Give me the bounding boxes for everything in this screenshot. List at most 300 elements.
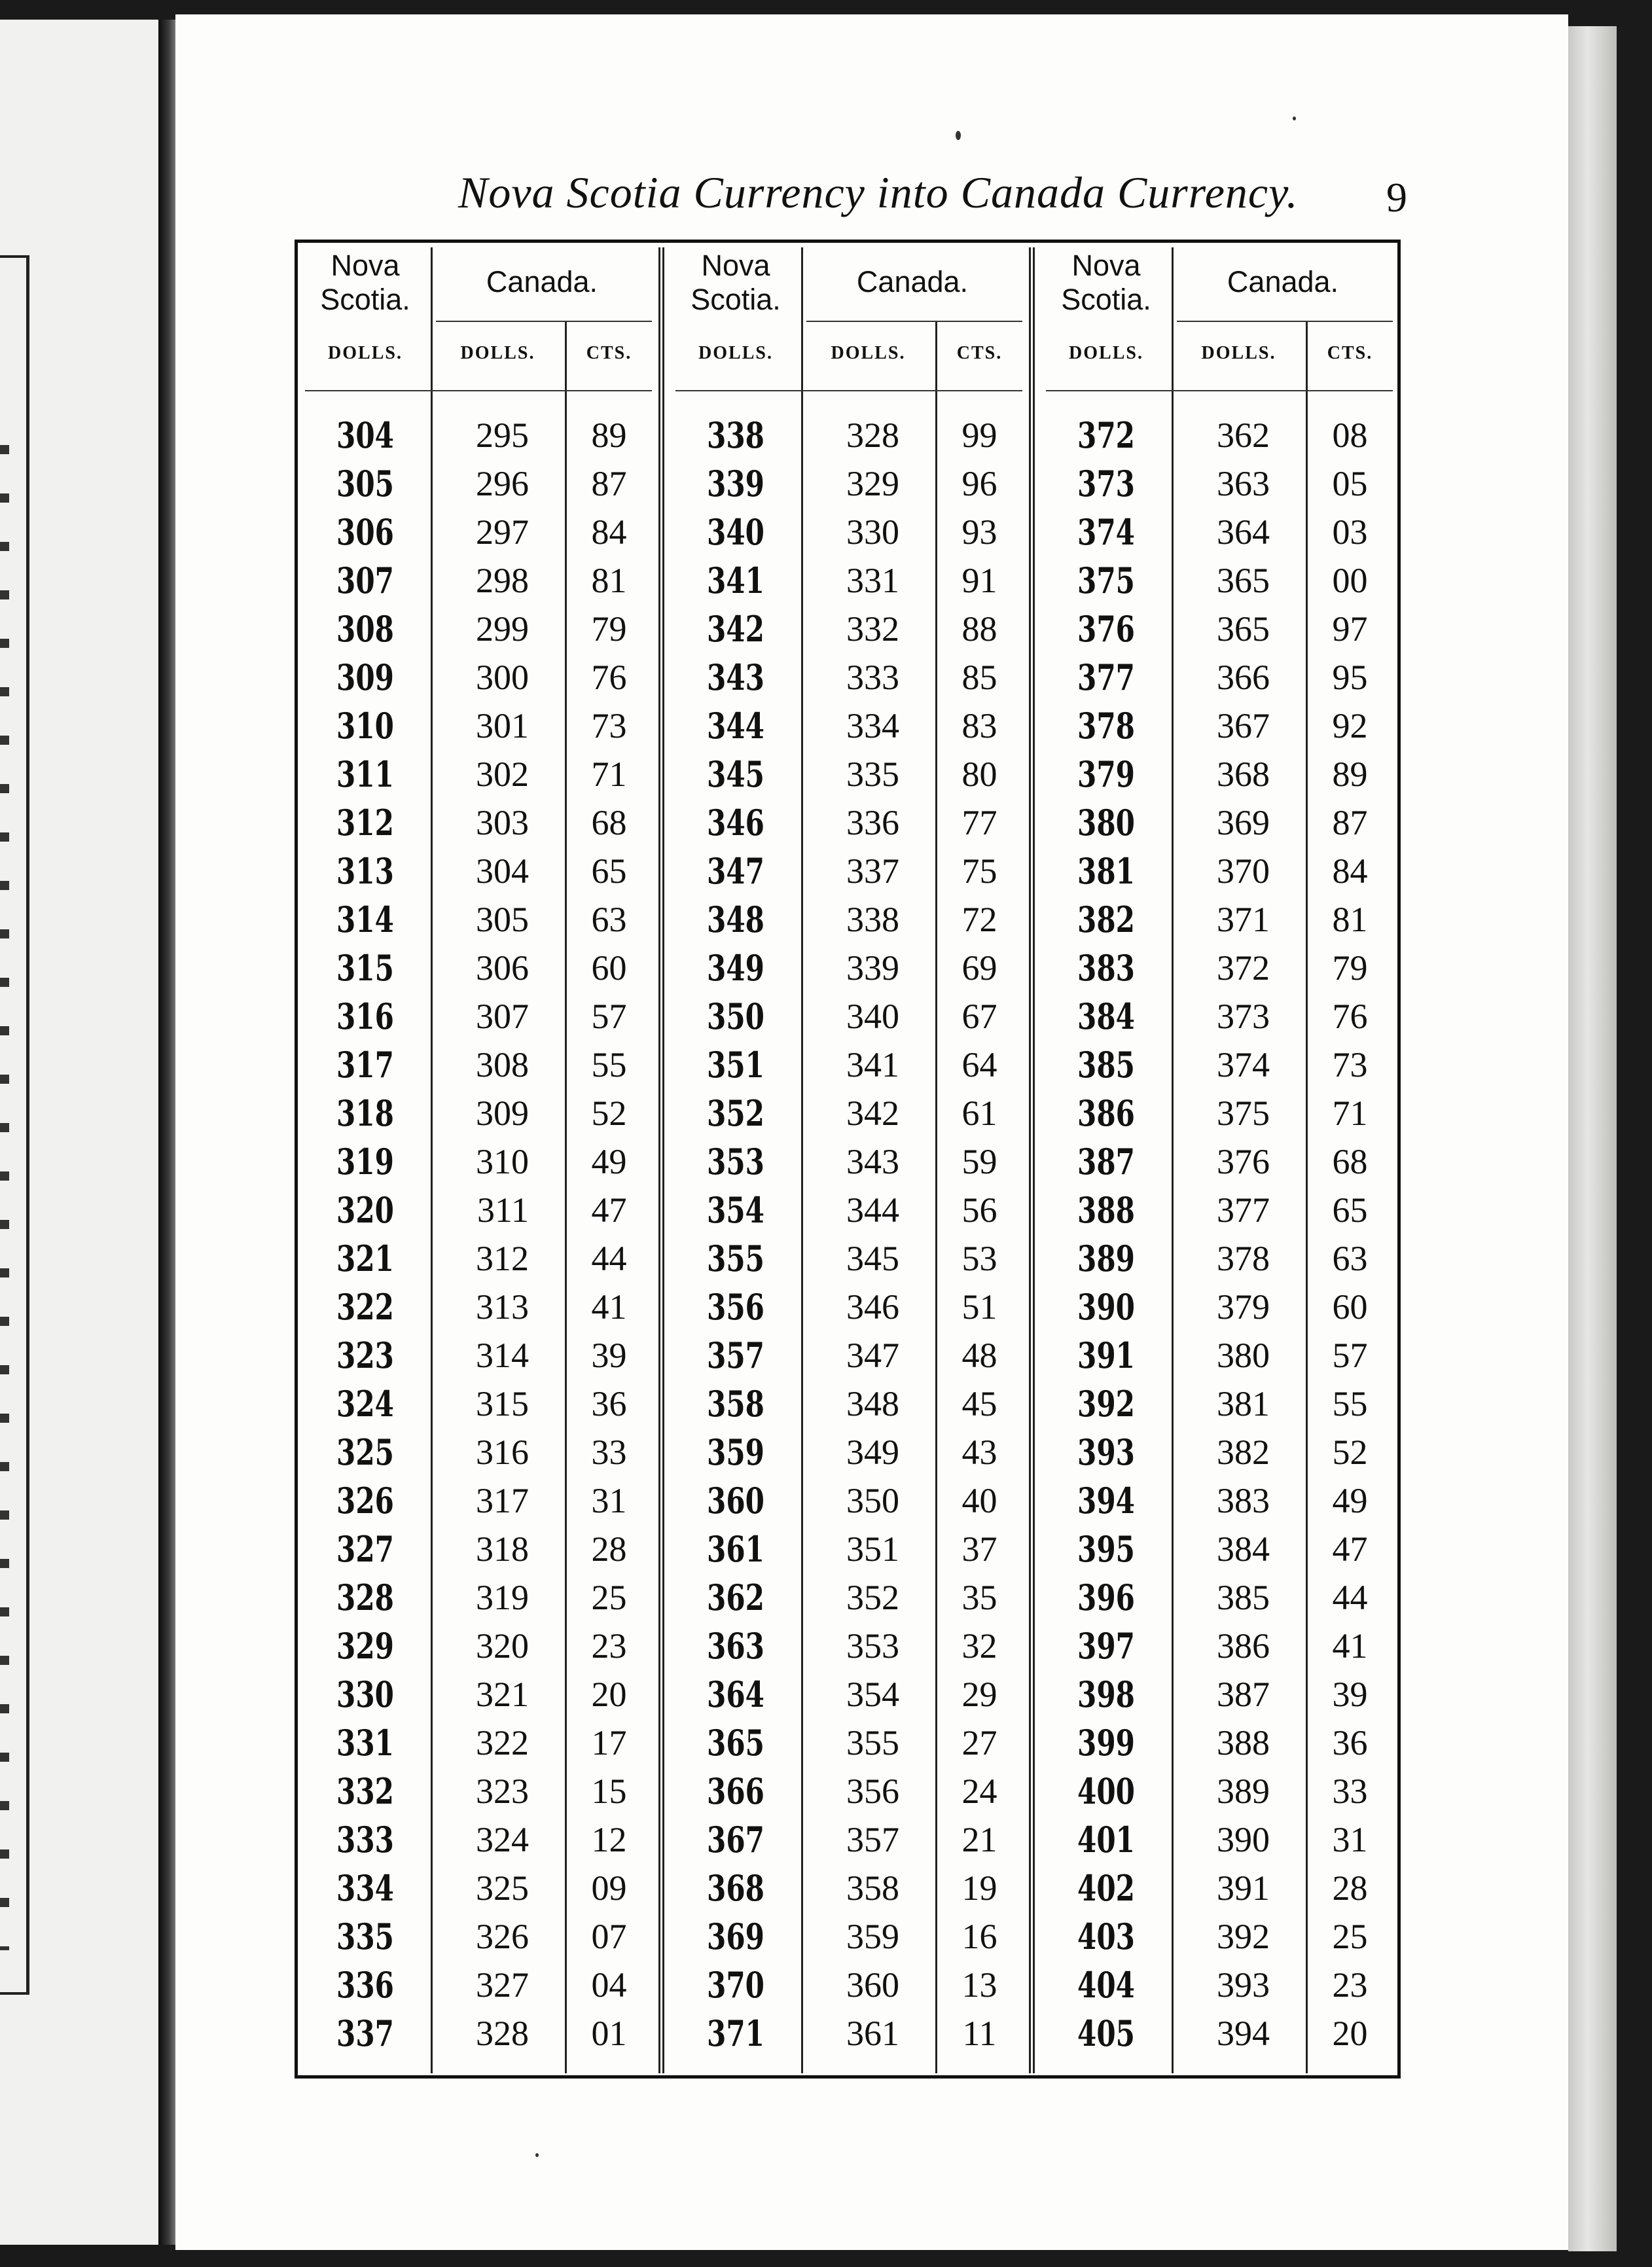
- canada-cents: 32: [961, 1626, 997, 1666]
- canada-cents: 04: [591, 1965, 627, 2005]
- canada-cents: 28: [1332, 1868, 1368, 1908]
- nova-scotia-amount: 338: [707, 414, 764, 456]
- canada-cents: 39: [591, 1336, 627, 1375]
- canada-dollars: 337: [846, 851, 899, 891]
- nova-scotia-amount: 337: [336, 2012, 394, 2054]
- nova-scotia-amount: 381: [1077, 850, 1135, 892]
- canada-cents: 44: [1332, 1578, 1368, 1617]
- canada-cents: 13: [961, 1965, 997, 2005]
- nova-scotia-amount: 389: [1077, 1238, 1135, 1279]
- nova-scotia-amount: 330: [336, 1673, 394, 1715]
- nova-scotia-amount: 324: [336, 1383, 394, 1425]
- nova-scotia-amount: 352: [707, 1092, 764, 1134]
- nova-scotia-amount: 374: [1077, 511, 1135, 553]
- nova-scotia-amount: 332: [336, 1770, 394, 1812]
- nova-scotia-amount: 335: [336, 1916, 394, 1957]
- canada-cents: 81: [591, 561, 627, 600]
- canada-dollars: 353: [846, 1626, 899, 1666]
- canada-cents: 64: [961, 1045, 997, 1084]
- canada-dollars: 390: [1217, 1820, 1270, 1859]
- canada-dollars: 363: [1217, 464, 1270, 503]
- canada-cents: 59: [961, 1142, 997, 1181]
- canada-dollars: 370: [1217, 851, 1270, 891]
- nova-scotia-amount: 339: [707, 463, 764, 505]
- canada-cents: 56: [961, 1190, 997, 1230]
- canada-cents: 52: [591, 1094, 627, 1133]
- nova-scotia-amount: 358: [707, 1383, 764, 1425]
- unit-heading: DOLLS.: [328, 343, 403, 363]
- nova-scotia-amount: 344: [707, 705, 764, 747]
- canada-cents: 24: [961, 1772, 997, 1811]
- canada-dollars: 389: [1217, 1772, 1270, 1811]
- nova-scotia-amount: 401: [1077, 1819, 1135, 1861]
- canada-dollars: 300: [476, 658, 529, 697]
- page-edge: [1568, 26, 1617, 2251]
- canada-dollars: 329: [846, 464, 899, 503]
- nova-scotia-amount: 368: [707, 1867, 764, 1909]
- canada-cents: 07: [591, 1917, 627, 1956]
- canada-dollars: 365: [1217, 609, 1270, 649]
- nova-scotia-amount: 340: [707, 511, 764, 553]
- canada-dollars: 331: [846, 561, 899, 600]
- canada-dollars: 335: [846, 755, 899, 794]
- nova-scotia-amount: 308: [336, 608, 394, 650]
- nova-scotia-amount: 307: [336, 560, 394, 601]
- nova-scotia-amount: 387: [1077, 1141, 1135, 1183]
- print-speck: [535, 2153, 539, 2157]
- canada-dollars: 373: [1217, 997, 1270, 1036]
- nova-scotia-amount: 397: [1077, 1625, 1135, 1667]
- canada-dollars: 313: [476, 1287, 529, 1327]
- nova-scotia-amount: 320: [336, 1189, 394, 1231]
- nova-scotia-amount: 336: [336, 1964, 394, 2006]
- canada-dollars: 302: [476, 755, 529, 794]
- nova-scotia-amount: 326: [336, 1480, 394, 1522]
- canada-dollars: 325: [476, 1868, 529, 1908]
- canada-cents: 36: [1332, 1723, 1368, 1762]
- canada-cents: 84: [1332, 851, 1368, 891]
- nova-scotia-amount: 395: [1077, 1528, 1135, 1570]
- nova-scotia-amount: 328: [336, 1577, 394, 1618]
- nova-scotia-amount: 394: [1077, 1480, 1135, 1522]
- canada-dollars: 310: [476, 1142, 529, 1181]
- nova-scotia-heading: Nova Scotia.: [320, 249, 410, 316]
- canada-dollars: 358: [846, 1868, 899, 1908]
- nova-scotia-amount: 365: [707, 1722, 764, 1764]
- canada-cents: 81: [1332, 900, 1368, 939]
- canada-dollars: 346: [846, 1287, 899, 1327]
- canada-dollars: 315: [476, 1384, 529, 1423]
- nova-scotia-amount: 404: [1077, 1964, 1135, 2006]
- canada-cents: 60: [591, 948, 627, 988]
- canada-cents: 65: [1332, 1190, 1368, 1230]
- canada-cents: 25: [1332, 1917, 1368, 1956]
- nova-scotia-amount: 309: [336, 656, 394, 698]
- canada-dollars: 351: [846, 1529, 899, 1569]
- canada-cents: 29: [961, 1675, 997, 1714]
- canada-cents: 84: [591, 512, 627, 552]
- nova-scotia-amount: 399: [1077, 1722, 1135, 1764]
- canada-dollars: 303: [476, 803, 529, 842]
- canada-dollars: 385: [1217, 1578, 1270, 1617]
- nova-scotia-amount: 377: [1077, 656, 1135, 698]
- nova-scotia-amount: 360: [707, 1480, 764, 1522]
- canada-cents: 69: [961, 948, 997, 988]
- canada-dollars: 352: [846, 1578, 899, 1617]
- canada-dollars: 382: [1217, 1433, 1270, 1472]
- canada-cents: 12: [591, 1820, 627, 1859]
- canada-cents: 88: [961, 609, 997, 649]
- canada-cents: 92: [1332, 706, 1368, 745]
- canada-dollars: 314: [476, 1336, 529, 1375]
- canada-dollars: 327: [476, 1965, 529, 2005]
- canada-dollars: 333: [846, 658, 899, 697]
- canada-cents: 49: [591, 1142, 627, 1181]
- nova-scotia-amount: 333: [336, 1819, 394, 1861]
- canada-dollars: 332: [846, 609, 899, 649]
- canada-cents: 75: [961, 851, 997, 891]
- canada-dollars: 391: [1217, 1868, 1270, 1908]
- canada-cents: 27: [961, 1723, 997, 1762]
- canada-cents: 01: [591, 2014, 627, 2053]
- canada-dollars: 309: [476, 1094, 529, 1133]
- group-divider: [658, 247, 664, 2073]
- canada-dollars: 322: [476, 1723, 529, 1762]
- canada-cents: 99: [961, 416, 997, 455]
- canada-cents: 73: [1332, 1045, 1368, 1084]
- canada-dollars: 342: [846, 1094, 899, 1133]
- canada-dollars: 374: [1217, 1045, 1270, 1084]
- nova-scotia-amount: 364: [707, 1673, 764, 1715]
- nova-scotia-amount: 384: [1077, 995, 1135, 1037]
- canada-dollars: 306: [476, 948, 529, 988]
- canada-cents: 20: [591, 1675, 627, 1714]
- unit-heading: DOLLS.: [1201, 343, 1276, 363]
- nova-scotia-amount: 349: [707, 947, 764, 989]
- nova-scotia-amount: 345: [707, 753, 764, 795]
- canada-dollars: 376: [1217, 1142, 1270, 1181]
- canada-cents: 11: [962, 2014, 997, 2053]
- nova-scotia-amount: 346: [707, 802, 764, 844]
- canada-cents: 52: [1332, 1433, 1368, 1472]
- canada-cents: 09: [591, 1868, 627, 1908]
- header-rule: [436, 321, 652, 322]
- canada-cents: 51: [961, 1287, 997, 1327]
- page-title: Nova Scotia Currency into Canada Currency.: [458, 168, 1299, 217]
- nova-scotia-amount: 396: [1077, 1577, 1135, 1618]
- canada-cents: 65: [591, 851, 627, 891]
- nova-scotia-amount: 356: [707, 1286, 764, 1328]
- canada-cents: 73: [591, 706, 627, 745]
- nova-scotia-amount: 316: [336, 995, 394, 1037]
- canada-cents: 93: [961, 512, 997, 552]
- nova-scotia-amount: 361: [707, 1528, 764, 1570]
- canada-dollars: 367: [1217, 706, 1270, 745]
- nova-scotia-amount: 372: [1077, 414, 1135, 456]
- canada-dollars: 387: [1217, 1675, 1270, 1714]
- canada-cents: 71: [591, 755, 627, 794]
- facing-page: [0, 20, 158, 2245]
- nova-scotia-amount: 400: [1077, 1770, 1135, 1812]
- unit-heading: CTS.: [956, 343, 1003, 363]
- nova-scotia-amount: 304: [336, 414, 394, 456]
- canada-cents: 23: [591, 1626, 627, 1666]
- canada-cents: 95: [1332, 658, 1368, 697]
- canada-cents: 53: [961, 1239, 997, 1278]
- nova-scotia-amount: 310: [336, 705, 394, 747]
- nova-scotia-amount: 367: [707, 1819, 764, 1861]
- nova-scotia-amount: 376: [1077, 608, 1135, 650]
- nova-scotia-amount: 380: [1077, 802, 1135, 844]
- canada-cents: 96: [961, 464, 997, 503]
- canada-dollars: 362: [1217, 416, 1270, 455]
- canada-dollars: 308: [476, 1045, 529, 1084]
- canada-dollars: 338: [846, 900, 899, 939]
- canada-dollars: 355: [846, 1723, 899, 1762]
- canada-dollars: 330: [846, 512, 899, 552]
- canada-dollars: 326: [476, 1917, 529, 1956]
- canada-dollars: 372: [1217, 948, 1270, 988]
- canada-cents: 83: [961, 706, 997, 745]
- canada-cents: 68: [1332, 1142, 1368, 1181]
- canada-dollars: 379: [1217, 1287, 1270, 1327]
- nova-scotia-amount: 319: [336, 1141, 394, 1183]
- canada-dollars: 356: [846, 1772, 899, 1811]
- canada-dollars: 375: [1217, 1094, 1270, 1133]
- canada-dollars: 348: [846, 1384, 899, 1423]
- canada-dollars: 371: [1217, 900, 1270, 939]
- units-rule: [305, 390, 652, 391]
- print-speck: [956, 131, 961, 140]
- canada-cents: 72: [961, 900, 997, 939]
- canada-cents: 17: [591, 1723, 627, 1762]
- nova-scotia-amount: 373: [1077, 463, 1135, 505]
- canada-cents: 55: [591, 1045, 627, 1084]
- canada-dollars: 368: [1217, 755, 1270, 794]
- unit-heading: DOLLS.: [460, 343, 535, 363]
- canada-dollars: 317: [476, 1481, 529, 1520]
- canada-cents: 40: [961, 1481, 997, 1520]
- canada-cents: 45: [961, 1384, 997, 1423]
- canada-dollars: 344: [846, 1190, 899, 1230]
- canada-dollars: 383: [1217, 1481, 1270, 1520]
- nova-scotia-heading: Nova Scotia.: [1061, 249, 1151, 316]
- canada-cents: 63: [591, 900, 627, 939]
- canada-cents: 55: [1332, 1384, 1368, 1423]
- canada-dollars: 388: [1217, 1723, 1270, 1762]
- canada-cents: 39: [1332, 1675, 1368, 1714]
- group-divider: [1029, 247, 1035, 2073]
- nova-scotia-amount: 388: [1077, 1189, 1135, 1231]
- unit-heading: CTS.: [586, 343, 632, 363]
- canada-cents: 57: [1332, 1336, 1368, 1375]
- canada-dollars: 295: [476, 416, 529, 455]
- nova-scotia-amount: 386: [1077, 1092, 1135, 1134]
- canada-cents: 33: [591, 1433, 627, 1472]
- canada-cents: 76: [591, 658, 627, 697]
- canada-dollars: 345: [846, 1239, 899, 1278]
- nova-scotia-amount: 366: [707, 1770, 764, 1812]
- canada-cents: 79: [591, 609, 627, 649]
- canada-dollars: 384: [1217, 1529, 1270, 1569]
- canada-cents: 76: [1332, 997, 1368, 1036]
- canada-dollars: 378: [1217, 1239, 1270, 1278]
- nova-scotia-amount: 329: [336, 1625, 394, 1667]
- canada-cents: 47: [591, 1190, 627, 1230]
- canada-dollars: 340: [846, 997, 899, 1036]
- canada-cents: 80: [961, 755, 997, 794]
- nova-scotia-amount: 312: [336, 802, 394, 844]
- canada-dollars: 316: [476, 1433, 529, 1472]
- canada-dollars: 364: [1217, 512, 1270, 552]
- units-rule: [675, 390, 1022, 391]
- nova-scotia-amount: 379: [1077, 753, 1135, 795]
- nova-scotia-amount: 363: [707, 1625, 764, 1667]
- canada-cents: 28: [591, 1529, 627, 1569]
- canada-dollars: 365: [1217, 561, 1270, 600]
- canada-dollars: 350: [846, 1481, 899, 1520]
- nova-scotia-amount: 383: [1077, 947, 1135, 989]
- unit-heading: CTS.: [1327, 343, 1373, 363]
- canada-cents: 44: [591, 1239, 627, 1278]
- canada-dollars: 320: [476, 1626, 529, 1666]
- canada-dollars: 339: [846, 948, 899, 988]
- canada-cents: 21: [961, 1820, 997, 1859]
- canada-dollars: 343: [846, 1142, 899, 1181]
- book-gutter: [158, 20, 175, 2245]
- canada-cents: 23: [1332, 1965, 1368, 2005]
- nova-scotia-amount: 347: [707, 850, 764, 892]
- canada-dollars: 336: [846, 803, 899, 842]
- canada-cents: 63: [1332, 1239, 1368, 1278]
- canada-dollars: 360: [846, 1965, 899, 2005]
- nova-scotia-amount: 371: [707, 2012, 764, 2054]
- canada-dollars: 305: [476, 900, 529, 939]
- canada-cents: 67: [961, 997, 997, 1036]
- canada-cents: 47: [1332, 1529, 1368, 1569]
- nova-scotia-amount: 359: [707, 1431, 764, 1473]
- canada-dollars: 298: [476, 561, 529, 600]
- canada-dollars: 377: [1217, 1190, 1270, 1230]
- canada-cents: 08: [1332, 416, 1368, 455]
- nova-scotia-amount: 370: [707, 1964, 764, 2006]
- canada-dollars: 357: [846, 1820, 899, 1859]
- canada-dollars: 361: [846, 2014, 899, 2053]
- nova-scotia-amount: 405: [1077, 2012, 1135, 2054]
- nova-scotia-amount: 314: [336, 899, 394, 940]
- canada-cents: 31: [1332, 1820, 1368, 1859]
- nova-scotia-amount: 355: [707, 1238, 764, 1279]
- nova-scotia-amount: 317: [336, 1044, 394, 1086]
- canada-cents: 68: [591, 803, 627, 842]
- canada-dollars: 328: [476, 2014, 529, 2053]
- canada-cents: 37: [961, 1529, 997, 1569]
- canada-cents: 41: [1332, 1626, 1368, 1666]
- canada-cents: 85: [961, 658, 997, 697]
- canada-dollars: 341: [846, 1045, 899, 1084]
- nova-scotia-amount: 341: [707, 560, 764, 601]
- canada-dollars: 318: [476, 1529, 529, 1569]
- nova-scotia-amount: 342: [707, 608, 764, 650]
- canada-cents: 89: [1332, 755, 1368, 794]
- canada-cents: 79: [1332, 948, 1368, 988]
- nova-scotia-amount: 357: [707, 1334, 764, 1376]
- canada-dollars: 347: [846, 1336, 899, 1375]
- canada-dollars: 392: [1217, 1917, 1270, 1956]
- nova-scotia-amount: 331: [336, 1722, 394, 1764]
- unit-heading: DOLLS.: [1069, 343, 1143, 363]
- canada-dollars: 349: [846, 1433, 899, 1472]
- nova-scotia-amount: 325: [336, 1431, 394, 1473]
- canada-cents: 91: [961, 561, 997, 600]
- canada-cents: 60: [1332, 1287, 1368, 1327]
- canada-cents: 41: [591, 1287, 627, 1327]
- units-rule: [1046, 390, 1393, 391]
- nova-scotia-amount: 390: [1077, 1286, 1135, 1328]
- nova-scotia-amount: 391: [1077, 1334, 1135, 1376]
- print-speck: [1293, 116, 1296, 120]
- canada-cents: 77: [961, 803, 997, 842]
- unit-heading: DOLLS.: [698, 343, 773, 363]
- canada-dollars: 307: [476, 997, 529, 1036]
- nova-scotia-amount: 393: [1077, 1431, 1135, 1473]
- nova-scotia-amount: 378: [1077, 705, 1135, 747]
- canada-dollars: 386: [1217, 1626, 1270, 1666]
- nova-scotia-amount: 350: [707, 995, 764, 1037]
- nova-scotia-amount: 392: [1077, 1383, 1135, 1425]
- canada-cents: 49: [1332, 1481, 1368, 1520]
- unit-heading: DOLLS.: [831, 343, 906, 363]
- nova-scotia-amount: 327: [336, 1528, 394, 1570]
- nova-scotia-amount: 369: [707, 1916, 764, 1957]
- nova-scotia-amount: 323: [336, 1334, 394, 1376]
- canada-dollars: 321: [476, 1675, 529, 1714]
- canada-heading: Canada.: [856, 265, 969, 298]
- canada-cents: 48: [961, 1336, 997, 1375]
- canada-dollars: 299: [476, 609, 529, 649]
- canada-dollars: 381: [1217, 1384, 1270, 1423]
- nova-scotia-amount: 403: [1077, 1916, 1135, 1957]
- canada-dollars: 296: [476, 464, 529, 503]
- canada-dollars: 334: [846, 706, 899, 745]
- canada-dollars: 380: [1217, 1336, 1270, 1375]
- nova-scotia-amount: 398: [1077, 1673, 1135, 1715]
- header-rule: [806, 321, 1022, 322]
- canada-cents: 05: [1332, 464, 1368, 503]
- canada-dollars: 301: [476, 706, 529, 745]
- nova-scotia-amount: 315: [336, 947, 394, 989]
- nova-scotia-amount: 305: [336, 463, 394, 505]
- canada-cents: 15: [591, 1772, 627, 1811]
- nova-scotia-amount: 382: [1077, 899, 1135, 940]
- canada-heading: Canada.: [1227, 265, 1339, 298]
- nova-scotia-amount: 348: [707, 899, 764, 940]
- canada-dollars: 394: [1217, 2014, 1270, 2053]
- nova-scotia-amount: 322: [336, 1286, 394, 1328]
- canada-dollars: 297: [476, 512, 529, 552]
- canada-cents: 19: [961, 1868, 997, 1908]
- nova-scotia-amount: 375: [1077, 560, 1135, 601]
- nova-scotia-amount: 343: [707, 656, 764, 698]
- canada-dollars: 323: [476, 1772, 529, 1811]
- canada-cents: 20: [1332, 2014, 1368, 2053]
- canada-cents: 43: [961, 1433, 997, 1472]
- header-rule: [1177, 321, 1393, 322]
- canada-cents: 89: [591, 416, 627, 455]
- canada-dollars: 324: [476, 1820, 529, 1859]
- nova-scotia-amount: 353: [707, 1141, 764, 1183]
- canada-cents: 57: [591, 997, 627, 1036]
